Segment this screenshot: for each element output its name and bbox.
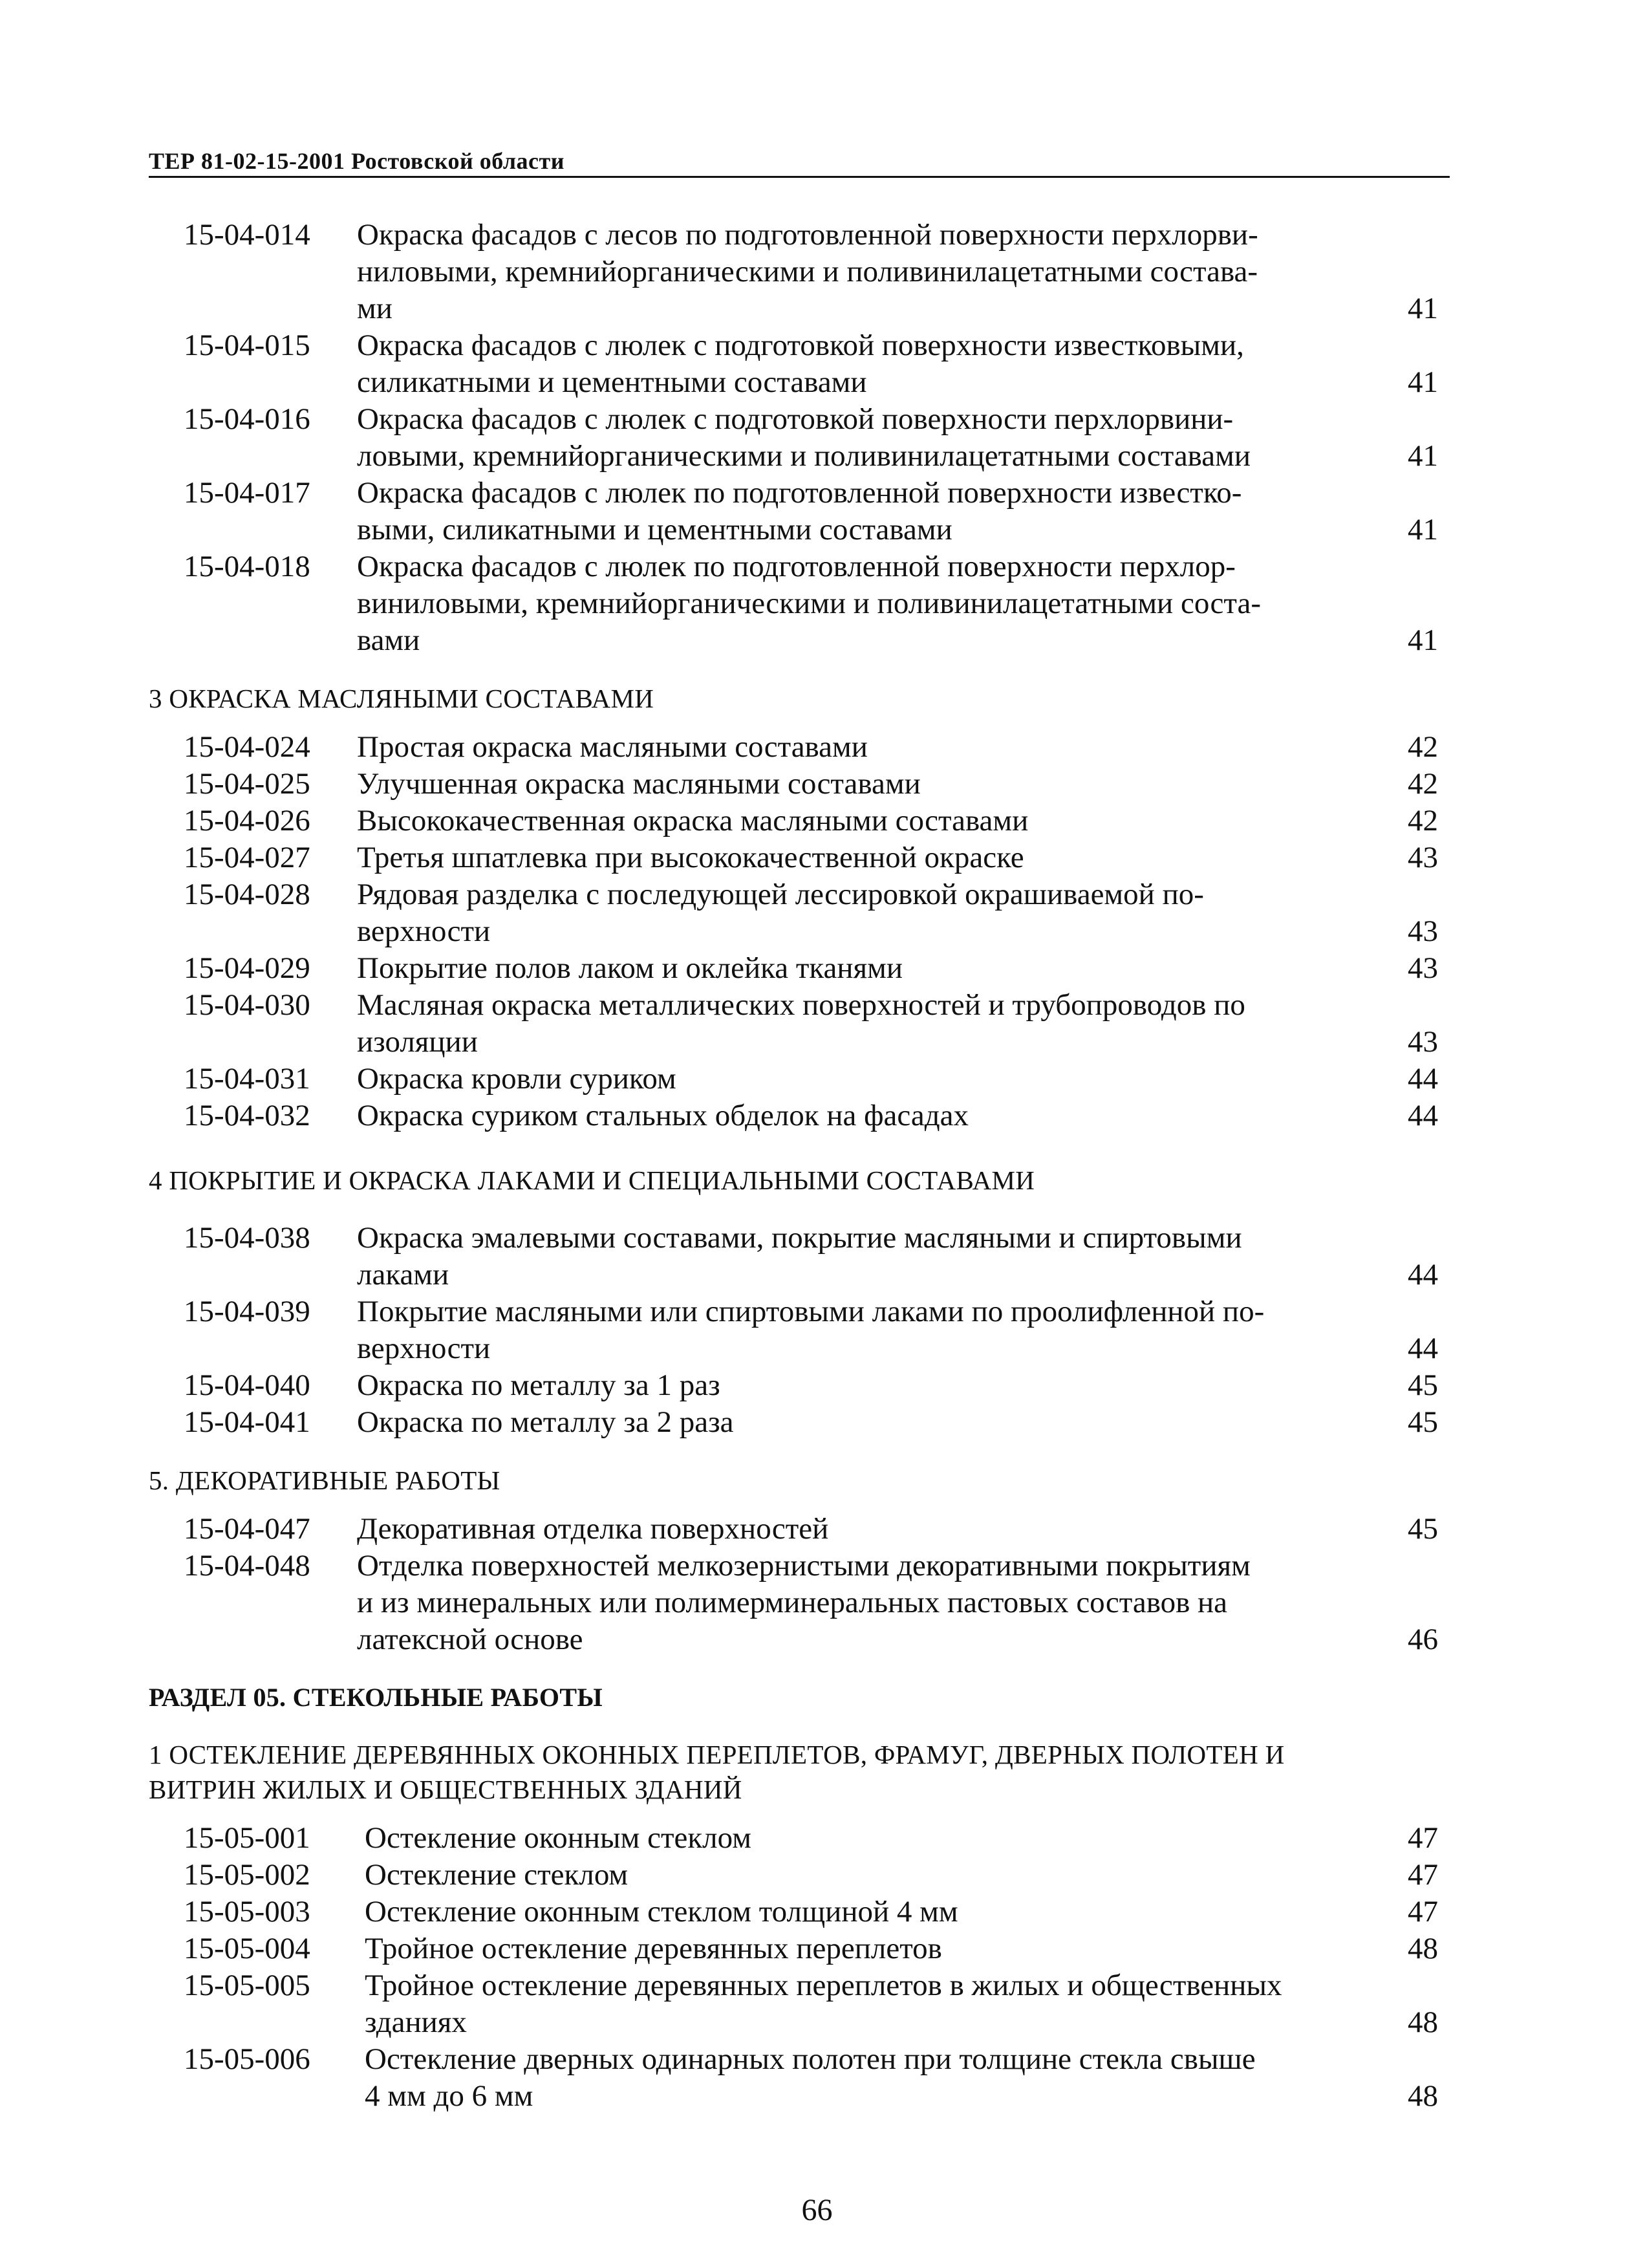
entry-title: Окраска эмалевыми составами, покрытие масляными и спиртовыми лаками — [357, 1221, 1242, 1291]
toc-entry — [149, 2041, 1442, 2115]
entry-code: 15-04-040 — [184, 1368, 310, 1402]
entry-title: Высококачественная окраска масляными составами — [357, 804, 1029, 837]
entry-page: 41 — [1408, 292, 1438, 325]
entry-code: 15-04-016 — [184, 402, 310, 436]
entry-code: 15-05-001 — [184, 1821, 310, 1855]
entry-page: 44 — [1408, 1332, 1438, 1365]
running-header — [149, 147, 1450, 178]
entry-code: 15-04-017 — [184, 476, 310, 510]
entry-title: Покрытие полов лаком и оклейка тканями — [357, 951, 903, 985]
entry-page: 46 — [1408, 1623, 1438, 1656]
entry-code: 15-04-018 — [184, 550, 310, 583]
entry-title: Покрытие масляными или спиртовыми лаками по проолифленной по- верхности — [357, 1295, 1265, 1365]
entry-code: 15-05-002 — [184, 1858, 310, 1892]
entry-code: 15-04-028 — [184, 878, 310, 911]
toc-entry — [149, 950, 1442, 987]
toc-entry — [149, 1404, 1442, 1441]
toc-block-facade-painting — [149, 217, 1442, 659]
toc-entry — [149, 1894, 1442, 1930]
toc-block-decorative — [149, 1511, 1442, 1658]
toc-entry — [149, 803, 1442, 839]
toc-entry — [149, 1967, 1442, 2041]
toc-entry — [149, 327, 1442, 401]
entry-page: 42 — [1408, 730, 1438, 764]
toc-block-glazing — [149, 1820, 1442, 2115]
toc-entry — [149, 987, 1442, 1061]
toc-entry — [149, 217, 1442, 327]
entry-code: 15-04-041 — [184, 1405, 310, 1439]
section-heading-4: 4 ПОКРЫТИЕ И ОКРАСКА ЛАКАМИ И СПЕЦИАЛЬНЫМИ СОСТАВАМИ — [149, 1165, 1035, 1195]
entry-page: 41 — [1408, 513, 1438, 546]
entry-title: Окраска фасадов с люлек с подготовкой поверхности известковыми, силикатными и цементными составами — [357, 329, 1244, 399]
entry-code: 15-04-015 — [184, 329, 310, 362]
toc-entry — [149, 1061, 1442, 1097]
toc-block-oil-painting — [149, 729, 1442, 1134]
entry-title: Рядовая разделка с последующей лессировкой окрашиваемой по- верхности — [357, 878, 1204, 948]
toc-entry — [149, 1857, 1442, 1894]
entry-title: Окраска кровли суриком — [357, 1062, 676, 1096]
entry-page: 47 — [1408, 1895, 1438, 1928]
toc-entry — [149, 1930, 1442, 1967]
toc-entry — [149, 1367, 1442, 1404]
entry-title: Окраска по металлу за 1 раз — [357, 1368, 720, 1402]
toc-content — [149, 217, 1442, 2115]
entry-page: 48 — [1408, 2079, 1438, 2113]
entry-title: Тройное остекление деревянных переплетов — [365, 1932, 942, 1965]
entry-page: 44 — [1408, 1099, 1438, 1132]
entry-code: 15-05-003 — [184, 1895, 310, 1928]
entry-page: 48 — [1408, 2005, 1438, 2039]
entry-code: 15-05-004 — [184, 1932, 310, 1965]
entry-title: Отделка поверхностей мелкозернистыми декоративными покрытиям и из минеральных или полимерминеральных пастовых составов на латексной основе — [357, 1549, 1251, 1656]
entry-title: Остекление стеклом — [365, 1858, 629, 1892]
entry-title: Окраска фасадов с люлек с подготовкой поверхности перхлорвини- ловыми, кремнийорганическими и поливинилацетатными составами — [357, 402, 1251, 473]
entry-code: 15-04-030 — [184, 988, 310, 1022]
section-heading-5: 5. ДЕКОРАТИВНЫЕ РАБОТЫ — [149, 1465, 500, 1495]
entry-title: Окраска суриком стальных обделок на фасадах — [357, 1099, 969, 1132]
entry-page: 45 — [1408, 1512, 1438, 1546]
entry-page: 45 — [1408, 1405, 1438, 1439]
toc-entry — [149, 876, 1442, 950]
entry-code: 15-05-005 — [184, 1969, 310, 2002]
toc-entry — [149, 401, 1442, 475]
entry-title: Окраска по металлу за 2 раза — [357, 1405, 734, 1439]
toc-entry — [149, 548, 1442, 659]
entry-page: 41 — [1408, 439, 1438, 473]
entry-code: 15-05-006 — [184, 2042, 310, 2076]
entry-page: 47 — [1408, 1858, 1438, 1892]
header-title: ТЕР 81-02-15-2001 Ростовской области — [149, 148, 564, 174]
entry-page: 42 — [1408, 804, 1438, 837]
entry-page: 43 — [1408, 1025, 1438, 1059]
entry-title: Улучшенная окраска масляными составами — [357, 767, 921, 801]
entry-page: 43 — [1408, 951, 1438, 985]
entry-title: Простая окраска масляными составами — [357, 730, 868, 764]
section-heading-5-1: 1 ОСТЕКЛЕНИЕ ДЕРЕВЯННЫХ ОКОННЫХ ПЕРЕПЛЕТОВ, ФРАМУГ, ДВЕРНЫХ ПОЛОТЕН И ВИТРИН ЖИЛЫХ И ОБЩЕСТВЕННЫХ ЗДАНИЙ — [149, 1740, 1285, 1804]
entry-page: 41 — [1408, 365, 1438, 399]
entry-page: 41 — [1408, 623, 1438, 657]
entry-title: Окраска фасадов с люлек по подготовленной поверхности известко- выми, силикатными и цементными составами — [357, 476, 1242, 546]
entry-page: 47 — [1408, 1821, 1438, 1855]
entry-title: Остекление оконным стеклом толщиной 4 мм — [365, 1895, 958, 1928]
entry-page: 42 — [1408, 767, 1438, 801]
toc-entry — [149, 1820, 1442, 1857]
toc-entry — [149, 1293, 1442, 1367]
page-number: 66 — [801, 2193, 833, 2227]
entry-title: Декоративная отделка поверхностей — [357, 1512, 829, 1546]
entry-title: Остекление дверных одинарных полотен при толщине стекла свыше 4 мм до 6 мм — [365, 2042, 1256, 2113]
toc-entry — [149, 1548, 1442, 1658]
entry-code: 15-04-026 — [184, 804, 310, 837]
entry-title: Тройное остекление деревянных переплетов в жилых и общественных зданиях — [365, 1969, 1282, 2039]
entry-title: Масляная окраска металлических поверхностей и трубопроводов по изоляции — [357, 988, 1245, 1059]
entry-code: 15-04-027 — [184, 841, 310, 874]
entry-code: 15-04-048 — [184, 1549, 310, 1582]
toc-entry — [149, 729, 1442, 766]
entry-code: 15-04-032 — [184, 1099, 310, 1132]
entry-page: 44 — [1408, 1062, 1438, 1096]
entry-code: 15-04-038 — [184, 1221, 310, 1255]
entry-code: 15-04-047 — [184, 1512, 310, 1546]
entry-title: Окраска фасадов с люлек по подготовленной поверхности перхлор- виниловыми, кремнийорганическими и поливинилацетатными соста- вами — [357, 550, 1261, 657]
part-heading-05: РАЗДЕЛ 05. СТЕКОЛЬНЫЕ РАБОТЫ — [149, 1683, 603, 1712]
entry-title: Окраска фасадов с лесов по подготовленной поверхности перхлорви- ниловыми, кремнийорганическими и поливинилацетатными состава- ми — [357, 218, 1258, 325]
toc-entry — [149, 839, 1442, 876]
toc-entry — [149, 766, 1442, 803]
entry-code: 15-04-031 — [184, 1062, 310, 1096]
entry-title: Третья шпатлевка при высококачественной окраске — [357, 841, 1024, 874]
entry-code: 15-04-029 — [184, 951, 310, 985]
toc-entry — [149, 475, 1442, 548]
entry-page: 45 — [1408, 1368, 1438, 1402]
entry-code: 15-04-024 — [184, 730, 310, 764]
entry-title: Остекление оконным стеклом — [365, 1821, 751, 1855]
entry-code: 15-04-039 — [184, 1295, 310, 1328]
toc-entry — [149, 1097, 1442, 1134]
entry-page: 43 — [1408, 841, 1438, 874]
toc-entry — [149, 1220, 1442, 1293]
toc-entry — [149, 1511, 1442, 1548]
toc-block-lacquers — [149, 1220, 1442, 1441]
entry-page: 43 — [1408, 914, 1438, 948]
section-heading-3: 3 ОКРАСКА МАСЛЯНЫМИ СОСТАВАМИ — [149, 684, 654, 713]
entry-code: 15-04-025 — [184, 767, 310, 801]
entry-page: 48 — [1408, 1932, 1438, 1965]
entry-page: 44 — [1408, 1258, 1438, 1291]
entry-code: 15-04-014 — [184, 218, 310, 252]
